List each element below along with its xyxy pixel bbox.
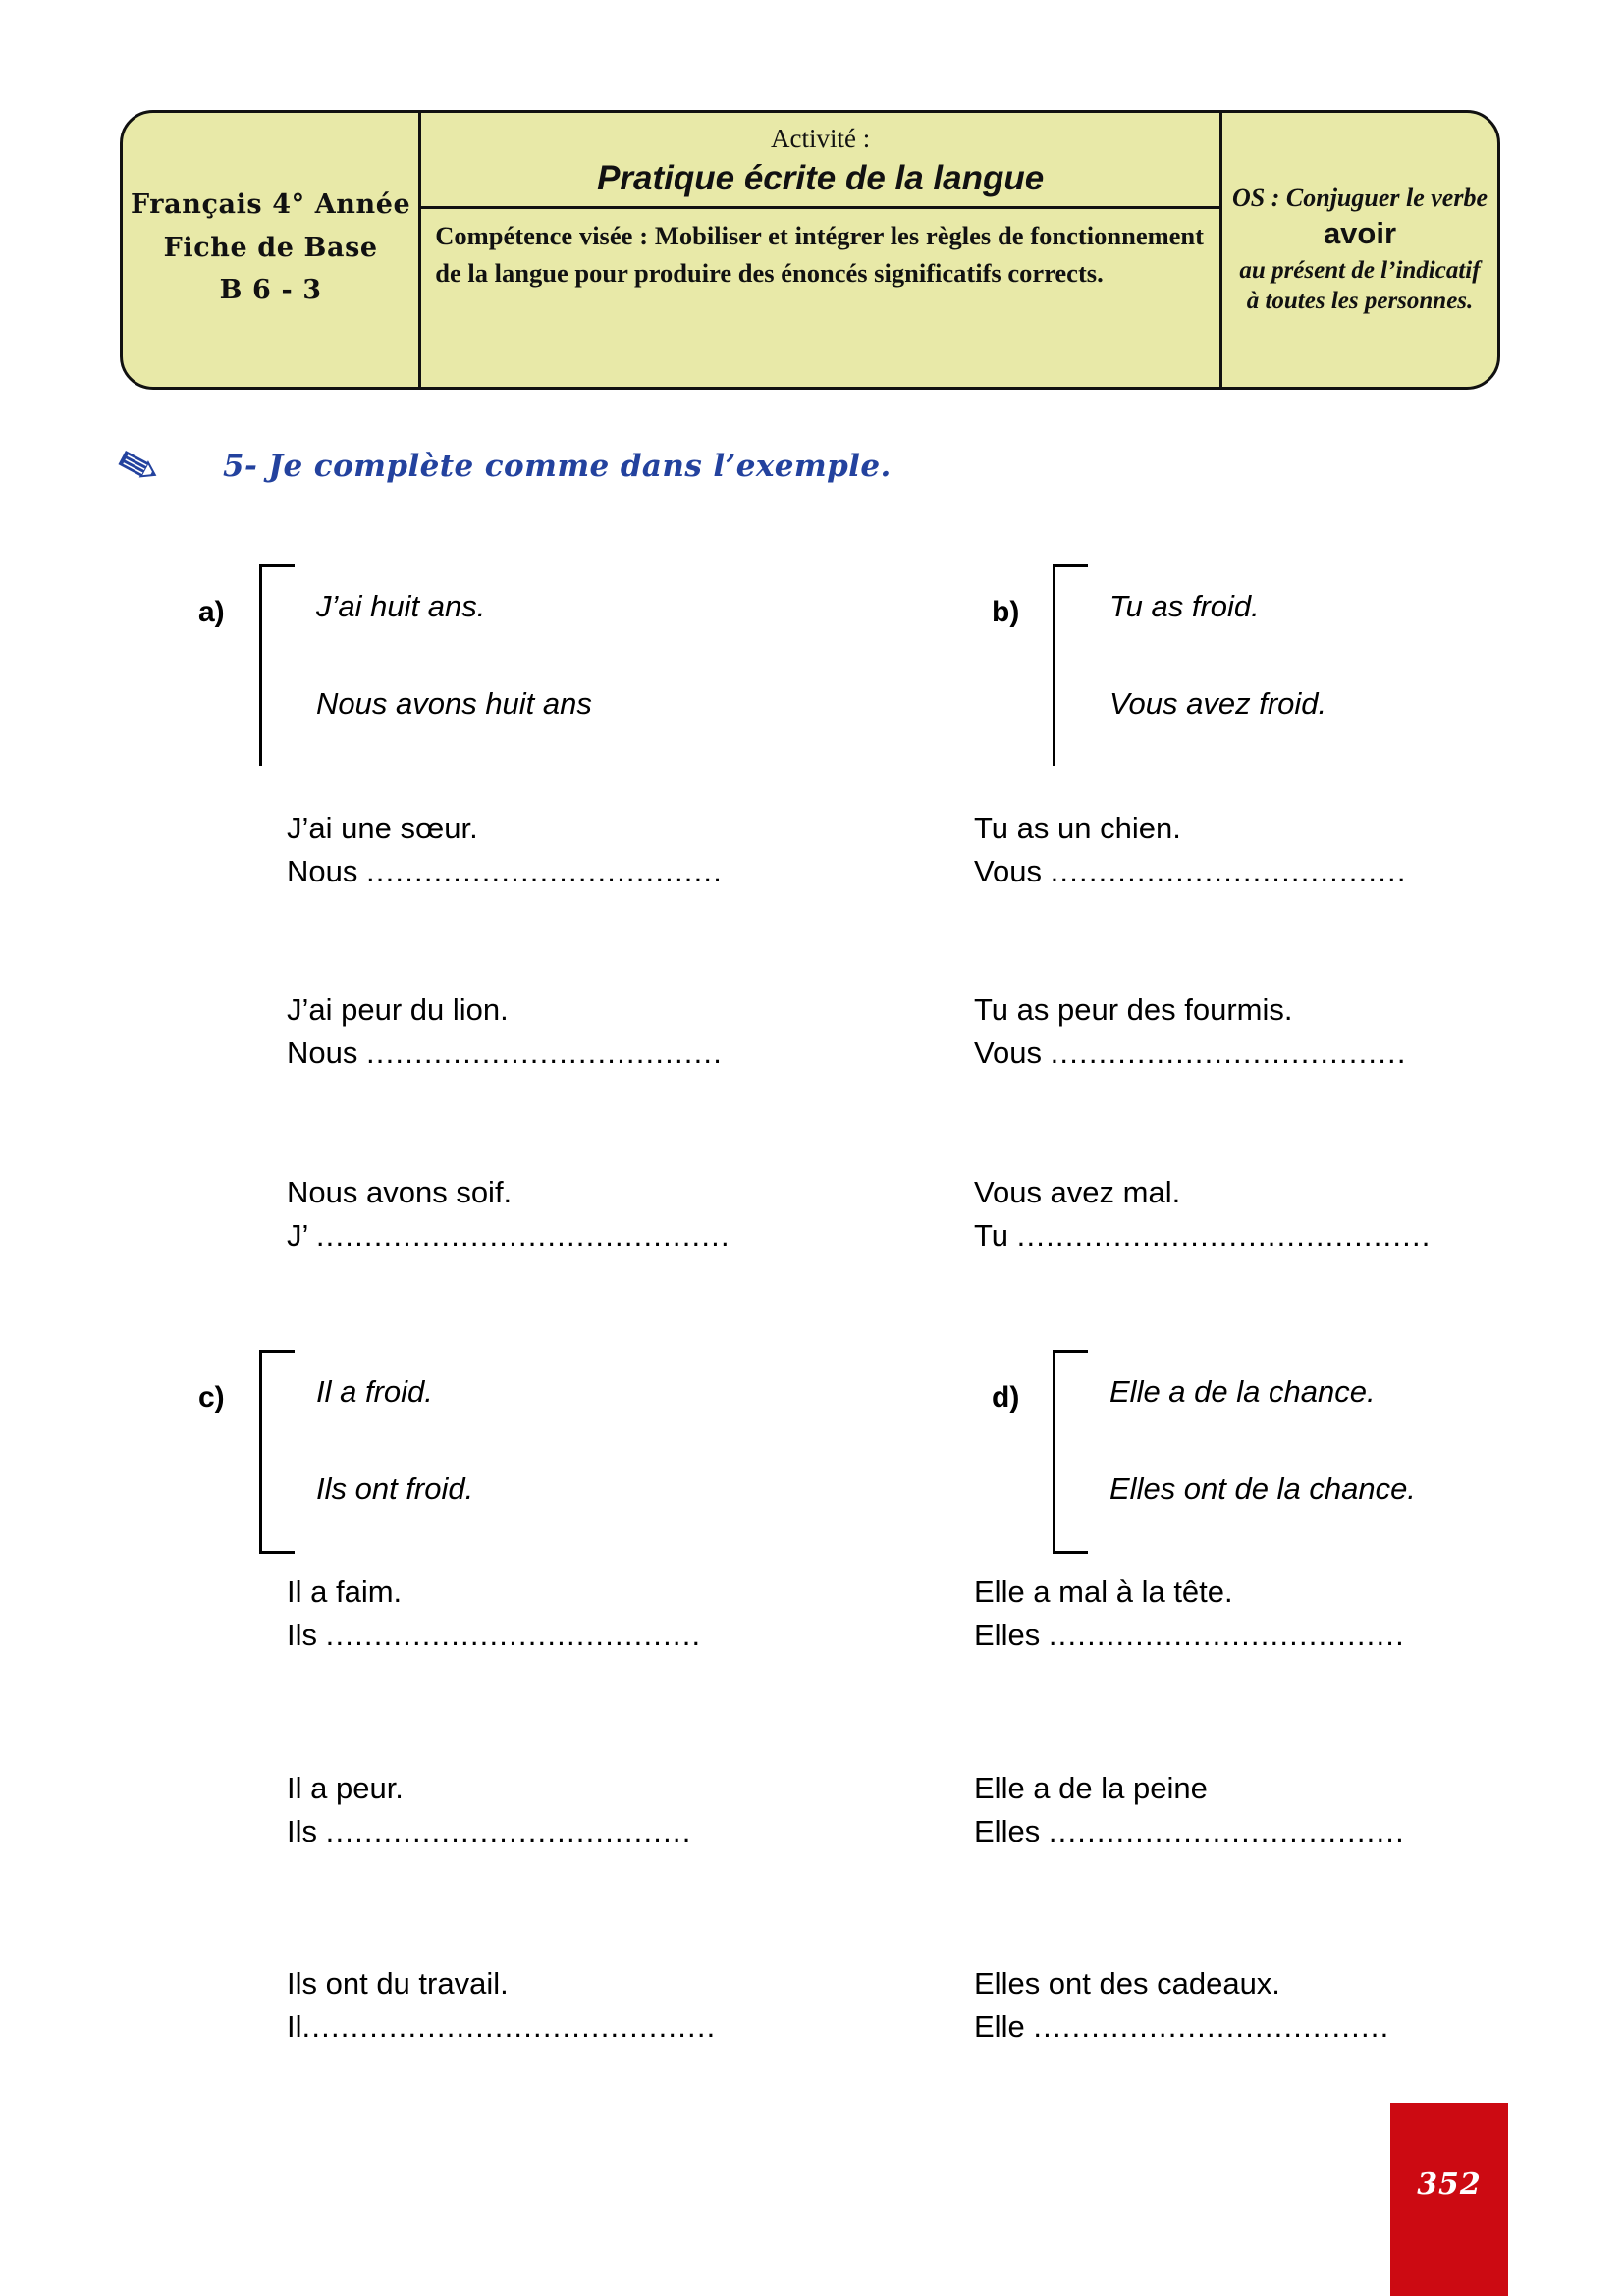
header-objective-cell bbox=[1222, 113, 1497, 387]
answer-line[interactable] bbox=[287, 1214, 778, 1257]
answer-pronoun: J’ bbox=[287, 1218, 316, 1254]
answer-dots: ........................................... bbox=[301, 2009, 717, 2045]
answer-dots: ..................................... bbox=[1050, 1036, 1407, 1071]
answer-dots: ..................................... bbox=[1048, 1814, 1405, 1849]
exercise-block-c bbox=[198, 1350, 473, 1554]
prompt-text: Elle a mal à la tête. bbox=[974, 1575, 1233, 1609]
answer-dots: ........................................... bbox=[315, 1218, 730, 1254]
answer-line[interactable] bbox=[974, 1810, 1465, 1853]
objective-verb: avoir bbox=[1323, 216, 1397, 251]
answer-line[interactable] bbox=[974, 1614, 1465, 1657]
exercise-item-b2 bbox=[974, 988, 1465, 1075]
activity-label: Activité : bbox=[771, 124, 871, 153]
exercise-item-c3 bbox=[287, 1962, 778, 2049]
prompt-text: Vous avez mal. bbox=[974, 1175, 1181, 1209]
exercise-bracket-c bbox=[259, 1350, 295, 1554]
example-line-a-2: Nous avons huit ans bbox=[316, 686, 592, 721]
exercise-block-b bbox=[992, 564, 1326, 766]
prompt-text: J’ai peur du lion. bbox=[287, 992, 509, 1027]
exercise-item-d3 bbox=[974, 1962, 1465, 2049]
prompt-text: Ils ont du travail. bbox=[287, 1966, 509, 2001]
exercise-item-a3 bbox=[287, 1171, 778, 1257]
example-line-d-2: Elles ont de la chance. bbox=[1109, 1471, 1416, 1506]
answer-dots: ..................................... bbox=[1048, 1618, 1405, 1653]
prompt-text: Il a peur. bbox=[287, 1771, 404, 1805]
answer-dots: ........................................... bbox=[1016, 1218, 1432, 1254]
exercise-bracket-a bbox=[259, 564, 295, 766]
exercise-bracket-d bbox=[1053, 1350, 1088, 1554]
subject-grade-label: Français 4° Année bbox=[131, 188, 411, 220]
exercise-block-d bbox=[992, 1350, 1416, 1554]
header-activity-cell bbox=[421, 113, 1222, 387]
answer-line[interactable] bbox=[287, 1614, 778, 1657]
sheet-type-label: Fiche de Base bbox=[163, 232, 378, 263]
exercise-item-d1 bbox=[974, 1571, 1465, 1657]
answer-dots: ..................................... bbox=[1050, 854, 1407, 889]
exercise-letter-a: a) bbox=[198, 596, 225, 628]
answer-pronoun: Ils bbox=[287, 1618, 326, 1653]
worksheet-header-card bbox=[120, 110, 1500, 390]
exercise-letter-d: d) bbox=[992, 1381, 1020, 1414]
example-line-c-2: Ils ont froid. bbox=[316, 1471, 474, 1506]
exercise-examples-a bbox=[295, 564, 592, 721]
activity-title: Pratique écrite de la langue bbox=[421, 154, 1219, 209]
exercise-item-a1 bbox=[287, 807, 778, 893]
answer-pronoun: Il bbox=[287, 2009, 302, 2045]
exercise-item-c1 bbox=[287, 1571, 778, 1657]
instruction-row bbox=[116, 447, 892, 486]
answer-dots: ..................................... bbox=[1033, 2009, 1390, 2045]
exercise-item-b1 bbox=[974, 807, 1465, 893]
instruction-text: 5- Je complète comme dans l’exemple. bbox=[223, 449, 892, 484]
exercise-item-c2 bbox=[287, 1767, 778, 1853]
exercise-letter-b: b) bbox=[992, 596, 1020, 628]
answer-line[interactable] bbox=[287, 1032, 778, 1075]
exercise-examples-b bbox=[1088, 564, 1326, 721]
exercise-bracket-b bbox=[1053, 564, 1088, 766]
prompt-text: Nous avons soif. bbox=[287, 1175, 513, 1209]
example-line-c-1: Il a froid. bbox=[316, 1374, 433, 1409]
prompt-text: Il a faim. bbox=[287, 1575, 403, 1609]
answer-pronoun: Elles bbox=[974, 1814, 1049, 1849]
answer-dots: ..................................... bbox=[365, 1036, 724, 1071]
answer-line[interactable] bbox=[974, 1032, 1465, 1075]
answer-line[interactable] bbox=[974, 2005, 1465, 2049]
objective-detail-line-2: à toutes les personnes. bbox=[1246, 288, 1474, 315]
answer-dots: ...................................... bbox=[325, 1814, 692, 1849]
exercise-item-a2 bbox=[287, 988, 778, 1075]
prompt-text: Elle a de la peine bbox=[974, 1771, 1208, 1805]
answer-pronoun: Vous bbox=[974, 1036, 1051, 1071]
answer-line[interactable] bbox=[287, 850, 778, 893]
header-identity-cell bbox=[123, 113, 421, 387]
answer-pronoun: Elle bbox=[974, 2009, 1034, 2045]
answer-dots: ..................................... bbox=[365, 854, 724, 889]
answer-line[interactable] bbox=[974, 1214, 1465, 1257]
prompt-text: Tu as peur des fourmis. bbox=[974, 992, 1293, 1027]
page-number: 352 bbox=[1417, 2167, 1482, 2202]
sheet-code-label: B 6 - 3 bbox=[219, 275, 322, 306]
answer-pronoun: Ils bbox=[287, 1814, 326, 1849]
exercise-letter-c: c) bbox=[198, 1381, 225, 1414]
answer-line[interactable] bbox=[974, 850, 1465, 893]
example-line-a-1: J’ai huit ans. bbox=[316, 589, 486, 623]
objective-label: OS : Conjuguer le verbe bbox=[1232, 183, 1488, 212]
competence-text: Compétence visée : Mobiliser et intégrer les règles de fonctionnement de la langue pour produire des énoncés significatifs corrects. bbox=[435, 221, 1204, 288]
exercise-block-a bbox=[198, 564, 592, 766]
prompt-text: Tu as un chien. bbox=[974, 811, 1181, 845]
answer-line[interactable] bbox=[287, 2005, 778, 2049]
example-line-b-1: Tu as froid. bbox=[1109, 589, 1260, 623]
pencil-icon bbox=[116, 447, 161, 486]
example-line-b-2: Vous avez froid. bbox=[1109, 686, 1327, 721]
prompt-text: Elles ont des cadeaux. bbox=[974, 1966, 1280, 2001]
answer-pronoun: Elles bbox=[974, 1618, 1049, 1653]
page-number-badge bbox=[1390, 2103, 1508, 2296]
answer-line[interactable] bbox=[287, 1810, 778, 1853]
exercise-examples-d bbox=[1088, 1350, 1416, 1507]
answer-pronoun: Nous bbox=[287, 854, 366, 889]
objective-detail-line-1: au présent de l’indicatif bbox=[1239, 257, 1481, 285]
exercise-examples-c bbox=[295, 1350, 473, 1507]
exercise-item-b3 bbox=[974, 1171, 1465, 1257]
answer-pronoun: Tu bbox=[974, 1218, 1017, 1254]
answer-pronoun: Nous bbox=[287, 1036, 366, 1071]
answer-dots: ....................................... bbox=[325, 1618, 702, 1653]
prompt-text: J’ai une sœur. bbox=[287, 811, 478, 845]
example-line-d-1: Elle a de la chance. bbox=[1109, 1374, 1376, 1409]
exercise-item-d2 bbox=[974, 1767, 1465, 1853]
answer-pronoun: Vous bbox=[974, 854, 1051, 889]
